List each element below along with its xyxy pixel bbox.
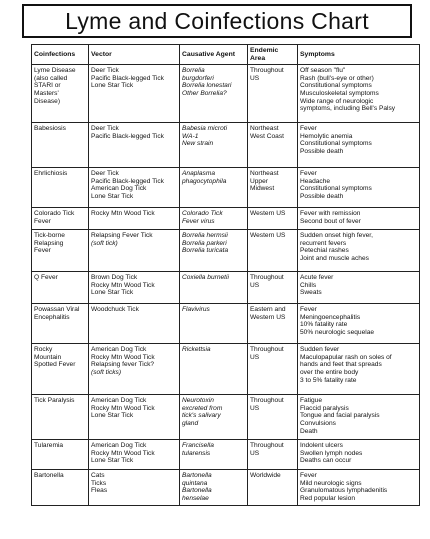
symptoms-cell xyxy=(298,440,420,470)
endemic-area-cell xyxy=(248,168,298,208)
table-row xyxy=(32,168,420,208)
cell-line: Throughout xyxy=(250,274,284,282)
cell-line: Pacific Black-legged Tick xyxy=(91,132,164,140)
cell-line: Borrelia turicata xyxy=(182,247,229,255)
cell-line: Babesia microti xyxy=(182,125,228,133)
cell-line: Eastern and xyxy=(250,306,286,314)
cell-line: Rocky Mtn Wood Tick xyxy=(91,449,155,457)
vector-cell xyxy=(89,344,180,395)
cell-line: Rickettsia xyxy=(182,346,211,354)
causative-agent-cell xyxy=(180,304,248,344)
cell-line: Indolent ulcers xyxy=(300,442,343,450)
causative-agent-cell xyxy=(180,65,248,123)
cell-line: Borrelia parkeri xyxy=(182,239,227,247)
cell-line: Colorado Tick xyxy=(34,210,75,218)
cell-line: Cats xyxy=(91,472,105,480)
vector-cell xyxy=(89,470,180,506)
cell-line: henselae xyxy=(182,494,209,502)
vector-cell xyxy=(89,440,180,470)
cell-line: Deaths can occur xyxy=(300,457,352,465)
symptoms-cell xyxy=(298,208,420,230)
cell-line: Other Borrelia? xyxy=(182,89,227,97)
causative-agent-cell xyxy=(180,272,248,304)
cell-line: Colorado Tick xyxy=(182,210,223,218)
cell-line: US xyxy=(250,353,260,361)
symptoms-cell xyxy=(298,395,420,440)
endemic-area-cell xyxy=(248,395,298,440)
cell-line: Woodchuck Tick xyxy=(91,306,139,314)
endemic-area-cell xyxy=(248,230,298,272)
cell-line: Off season "flu" xyxy=(300,67,346,75)
cell-line: gland xyxy=(182,419,199,427)
cell-line: Q Fever xyxy=(34,274,58,282)
cell-line: Rocky Mtn Wood Tick xyxy=(91,210,155,218)
table-row xyxy=(32,344,420,395)
cell-line: Petechial rashes xyxy=(300,247,349,255)
cell-line: 3 to 5% fatality rate xyxy=(300,376,357,384)
symptoms-cell xyxy=(298,123,420,168)
cell-line: Constitutional symptoms xyxy=(300,140,372,148)
cell-line: Musculoskeletal symptoms xyxy=(300,89,379,97)
cell-line: Ehrlichiosis xyxy=(34,170,68,178)
cell-line: Borrelia lonestari xyxy=(182,82,232,90)
cell-line: Rash (bull's-eye or other) xyxy=(300,74,374,82)
cell-line: Encephalitis xyxy=(34,313,70,321)
cell-line: Bartonella xyxy=(34,472,64,480)
causative-agent-cell xyxy=(180,344,248,395)
cell-line: Sudden onset high fever, xyxy=(300,232,373,240)
cell-line: Neurotoxin xyxy=(182,397,214,405)
table-row xyxy=(32,272,420,304)
vector-cell xyxy=(89,395,180,440)
cell-line: Throughout xyxy=(250,397,284,405)
vector-cell xyxy=(89,304,180,344)
cell-line: Deer Tick xyxy=(91,170,119,178)
cell-line: Rocky Mtn Wood Tick xyxy=(91,281,155,289)
cell-line: Death xyxy=(300,427,318,435)
cell-line: Borrelia xyxy=(182,67,205,75)
cell-line: Western US xyxy=(250,313,286,321)
cell-line: burgdorferi xyxy=(182,74,214,82)
cell-line: Fever xyxy=(34,247,51,255)
symptoms-cell xyxy=(298,470,420,506)
coinfection-cell xyxy=(32,304,89,344)
cell-line: Brown Dog Tick xyxy=(91,274,138,282)
symptoms-cell xyxy=(298,168,420,208)
cell-line: New strain xyxy=(182,140,214,148)
cell-line: Headache xyxy=(300,177,331,185)
coinfection-cell xyxy=(32,272,89,304)
cell-line: Constitutional symptoms xyxy=(300,82,372,90)
cell-line: Disease) xyxy=(34,97,61,105)
cell-line: American Dog Tick xyxy=(91,185,147,193)
cell-line: Fever xyxy=(34,217,51,225)
cell-line: Sweats xyxy=(300,289,322,297)
cell-line: Fleas xyxy=(91,487,108,495)
cell-line: Pacific Black-legged Tick xyxy=(91,74,164,82)
coinfection-cell xyxy=(32,65,89,123)
cell-line: Ticks xyxy=(91,479,107,487)
cell-line: West Coast xyxy=(250,132,284,140)
causative-agent-cell xyxy=(180,440,248,470)
cell-line: Francisella xyxy=(182,442,214,450)
cell-line: Fever xyxy=(300,306,317,314)
cell-line: Fever virus xyxy=(182,217,215,225)
cell-line: Rocky Mtn Wood Tick xyxy=(91,353,155,361)
cell-line: Lone Star Tick xyxy=(91,82,134,90)
cell-line: American Dog Tick xyxy=(91,397,147,405)
table-row xyxy=(32,230,420,272)
cell-line: Hemolytic anemia xyxy=(300,132,353,140)
endemic-area-cell xyxy=(248,65,298,123)
cell-line: Northeast xyxy=(250,170,279,178)
cell-line: Throughout xyxy=(250,442,284,450)
header-symptoms: Symptoms xyxy=(298,45,420,65)
cell-line: Anaplasma xyxy=(182,170,215,178)
cell-line: quintana xyxy=(182,479,208,487)
header-coinfections: Coinfections xyxy=(32,45,89,65)
cell-line: STARI or xyxy=(34,82,61,90)
cell-line: symptoms, including Bell's Palsy xyxy=(300,105,396,113)
cell-line: (soft ticks) xyxy=(91,368,122,376)
endemic-area-cell xyxy=(248,344,298,395)
cell-line: Worldwide xyxy=(250,472,281,480)
cell-line: Throughout xyxy=(250,346,284,354)
coinfections-table xyxy=(31,44,420,506)
cell-line: Spotted Fever xyxy=(34,361,76,369)
cell-line: WA-1 xyxy=(182,132,199,140)
cell-line: recurrent fevers xyxy=(300,239,347,247)
vector-cell xyxy=(89,272,180,304)
symptoms-cell xyxy=(298,65,420,123)
header-causative-agent: Causative Agent xyxy=(180,45,248,65)
causative-agent-cell xyxy=(180,123,248,168)
cell-line: Lone Star Tick xyxy=(91,289,134,297)
table-row xyxy=(32,395,420,440)
coinfection-cell xyxy=(32,168,89,208)
cell-line: Flaccid paralysis xyxy=(300,404,349,412)
vector-cell xyxy=(89,123,180,168)
endemic-area-cell xyxy=(248,440,298,470)
symptoms-cell xyxy=(298,344,420,395)
cell-line: Constitutional symptoms xyxy=(300,185,372,193)
symptoms-cell xyxy=(298,304,420,344)
cell-line: Tongue and facial paralysis xyxy=(300,412,380,420)
cell-line: Convulsions xyxy=(300,419,336,427)
cell-line: US xyxy=(250,404,260,412)
cell-line: excreted from xyxy=(182,404,223,412)
cell-line: Relapsing fever Tick? xyxy=(91,361,155,369)
cell-line: American Dog Tick xyxy=(91,346,147,354)
causative-agent-cell xyxy=(180,395,248,440)
cell-line: American Dog Tick xyxy=(91,442,147,450)
cell-line: Western US xyxy=(250,210,286,218)
cell-line: Pacific Black-legged Tick xyxy=(91,177,164,185)
cell-line: Sudden fever xyxy=(300,346,340,354)
cell-line: Wide range of neurologic xyxy=(300,97,374,105)
causative-agent-cell xyxy=(180,470,248,506)
cell-line: Lone Star Tick xyxy=(91,192,134,200)
cell-line: Masters' xyxy=(34,89,59,97)
cell-line: Babesiosis xyxy=(34,125,66,133)
symptoms-cell xyxy=(298,272,420,304)
endemic-area-cell xyxy=(248,470,298,506)
cell-line: Rocky Mtn Wood Tick xyxy=(91,404,155,412)
cell-line: Bartonella xyxy=(182,472,212,480)
vector-cell xyxy=(89,168,180,208)
endemic-area-cell xyxy=(248,272,298,304)
cell-line: Swollen lymph nodes xyxy=(300,449,363,457)
cell-line: Rocky xyxy=(34,346,53,354)
cell-line: Second bout of fever xyxy=(300,217,361,225)
coinfection-cell xyxy=(32,230,89,272)
header-vector: Vector xyxy=(89,45,180,65)
cell-line: Fever xyxy=(300,170,317,178)
cell-line: Fever xyxy=(300,125,317,133)
cell-line: Mountain xyxy=(34,353,62,361)
table-row xyxy=(32,304,420,344)
cell-line: US xyxy=(250,281,260,289)
table-row xyxy=(32,208,420,230)
cell-line: Red popular lesion xyxy=(300,494,355,502)
cell-line: Upper xyxy=(250,177,268,185)
cell-line: phagocytophila xyxy=(182,177,227,185)
cell-line: 10% fatality rate xyxy=(300,321,348,329)
table-header-row xyxy=(32,45,420,65)
cell-line: Tick-borne xyxy=(34,232,65,240)
cell-line: Deer Tick xyxy=(91,67,119,75)
cell-line: Maculopapular rash on soles of xyxy=(300,353,392,361)
cell-line: US xyxy=(250,74,260,82)
cell-line: Relapsing xyxy=(34,239,64,247)
table-row xyxy=(32,440,420,470)
cell-line: (soft tick) xyxy=(91,239,118,247)
table-row xyxy=(32,123,420,168)
cell-line: Joint and muscle aches xyxy=(300,254,369,262)
cell-line: Relapsing Fever Tick xyxy=(91,232,153,240)
cell-line: 50% neurologic sequelae xyxy=(300,328,375,336)
cell-line: Lone Star Tick xyxy=(91,457,134,465)
endemic-area-cell xyxy=(248,123,298,168)
coinfection-cell xyxy=(32,440,89,470)
cell-line: tick's salivary xyxy=(182,412,221,420)
causative-agent-cell xyxy=(180,168,248,208)
coinfection-cell xyxy=(32,208,89,230)
cell-line: Tick Paralysis xyxy=(34,397,75,405)
symptoms-cell xyxy=(298,230,420,272)
cell-line: Western US xyxy=(250,232,286,240)
cell-line: Acute fever xyxy=(300,274,334,282)
table-body xyxy=(32,65,420,506)
cell-line: Northeast xyxy=(250,125,279,133)
cell-line: Granulomatous lymphadenitis xyxy=(300,487,388,495)
cell-line: Throughout xyxy=(250,67,284,75)
vector-cell xyxy=(89,230,180,272)
cell-line: tularensis xyxy=(182,449,211,457)
cell-line: Possible death xyxy=(300,147,344,155)
cell-line: Midwest xyxy=(250,185,275,193)
cell-line: Powassan Viral xyxy=(34,306,80,314)
cell-line: US xyxy=(250,449,260,457)
coinfection-cell xyxy=(32,470,89,506)
cell-line: Lyme Disease xyxy=(34,67,76,75)
table-row xyxy=(32,65,420,123)
vector-cell xyxy=(89,65,180,123)
cell-line: over the entire body xyxy=(300,368,359,376)
coinfection-cell xyxy=(32,395,89,440)
cell-line: Bartonella xyxy=(182,487,212,495)
causative-agent-cell xyxy=(180,230,248,272)
cell-line: Lone Star Tick xyxy=(91,412,134,420)
cell-line: (also called xyxy=(34,74,68,82)
cell-line: Tularemia xyxy=(34,442,64,450)
header-endemic-area: Endemic Area xyxy=(248,45,298,65)
endemic-area-cell xyxy=(248,304,298,344)
table-row xyxy=(32,470,420,506)
cell-line: Deer Tick xyxy=(91,125,119,133)
cell-line: Borrelia hermsii xyxy=(182,232,228,240)
cell-line: Coxiella burnetii xyxy=(182,274,229,282)
cell-line: Fatigue xyxy=(300,397,322,405)
vector-cell xyxy=(89,208,180,230)
page-title: Lyme and Coinfections Chart xyxy=(22,4,412,38)
coinfection-cell xyxy=(32,344,89,395)
causative-agent-cell xyxy=(180,208,248,230)
endemic-area-cell xyxy=(248,208,298,230)
cell-line: hands and feet that spreads xyxy=(300,361,382,369)
coinfection-cell xyxy=(32,123,89,168)
cell-line: Mild neurologic signs xyxy=(300,479,362,487)
cell-line: Fever xyxy=(300,472,317,480)
cell-line: Chills xyxy=(300,281,317,289)
cell-line: Meningoencephalitis xyxy=(300,313,361,321)
cell-line: Fever with remission xyxy=(300,210,361,218)
cell-line: Flavivirus xyxy=(182,306,210,314)
cell-line: Possible death xyxy=(300,192,344,200)
